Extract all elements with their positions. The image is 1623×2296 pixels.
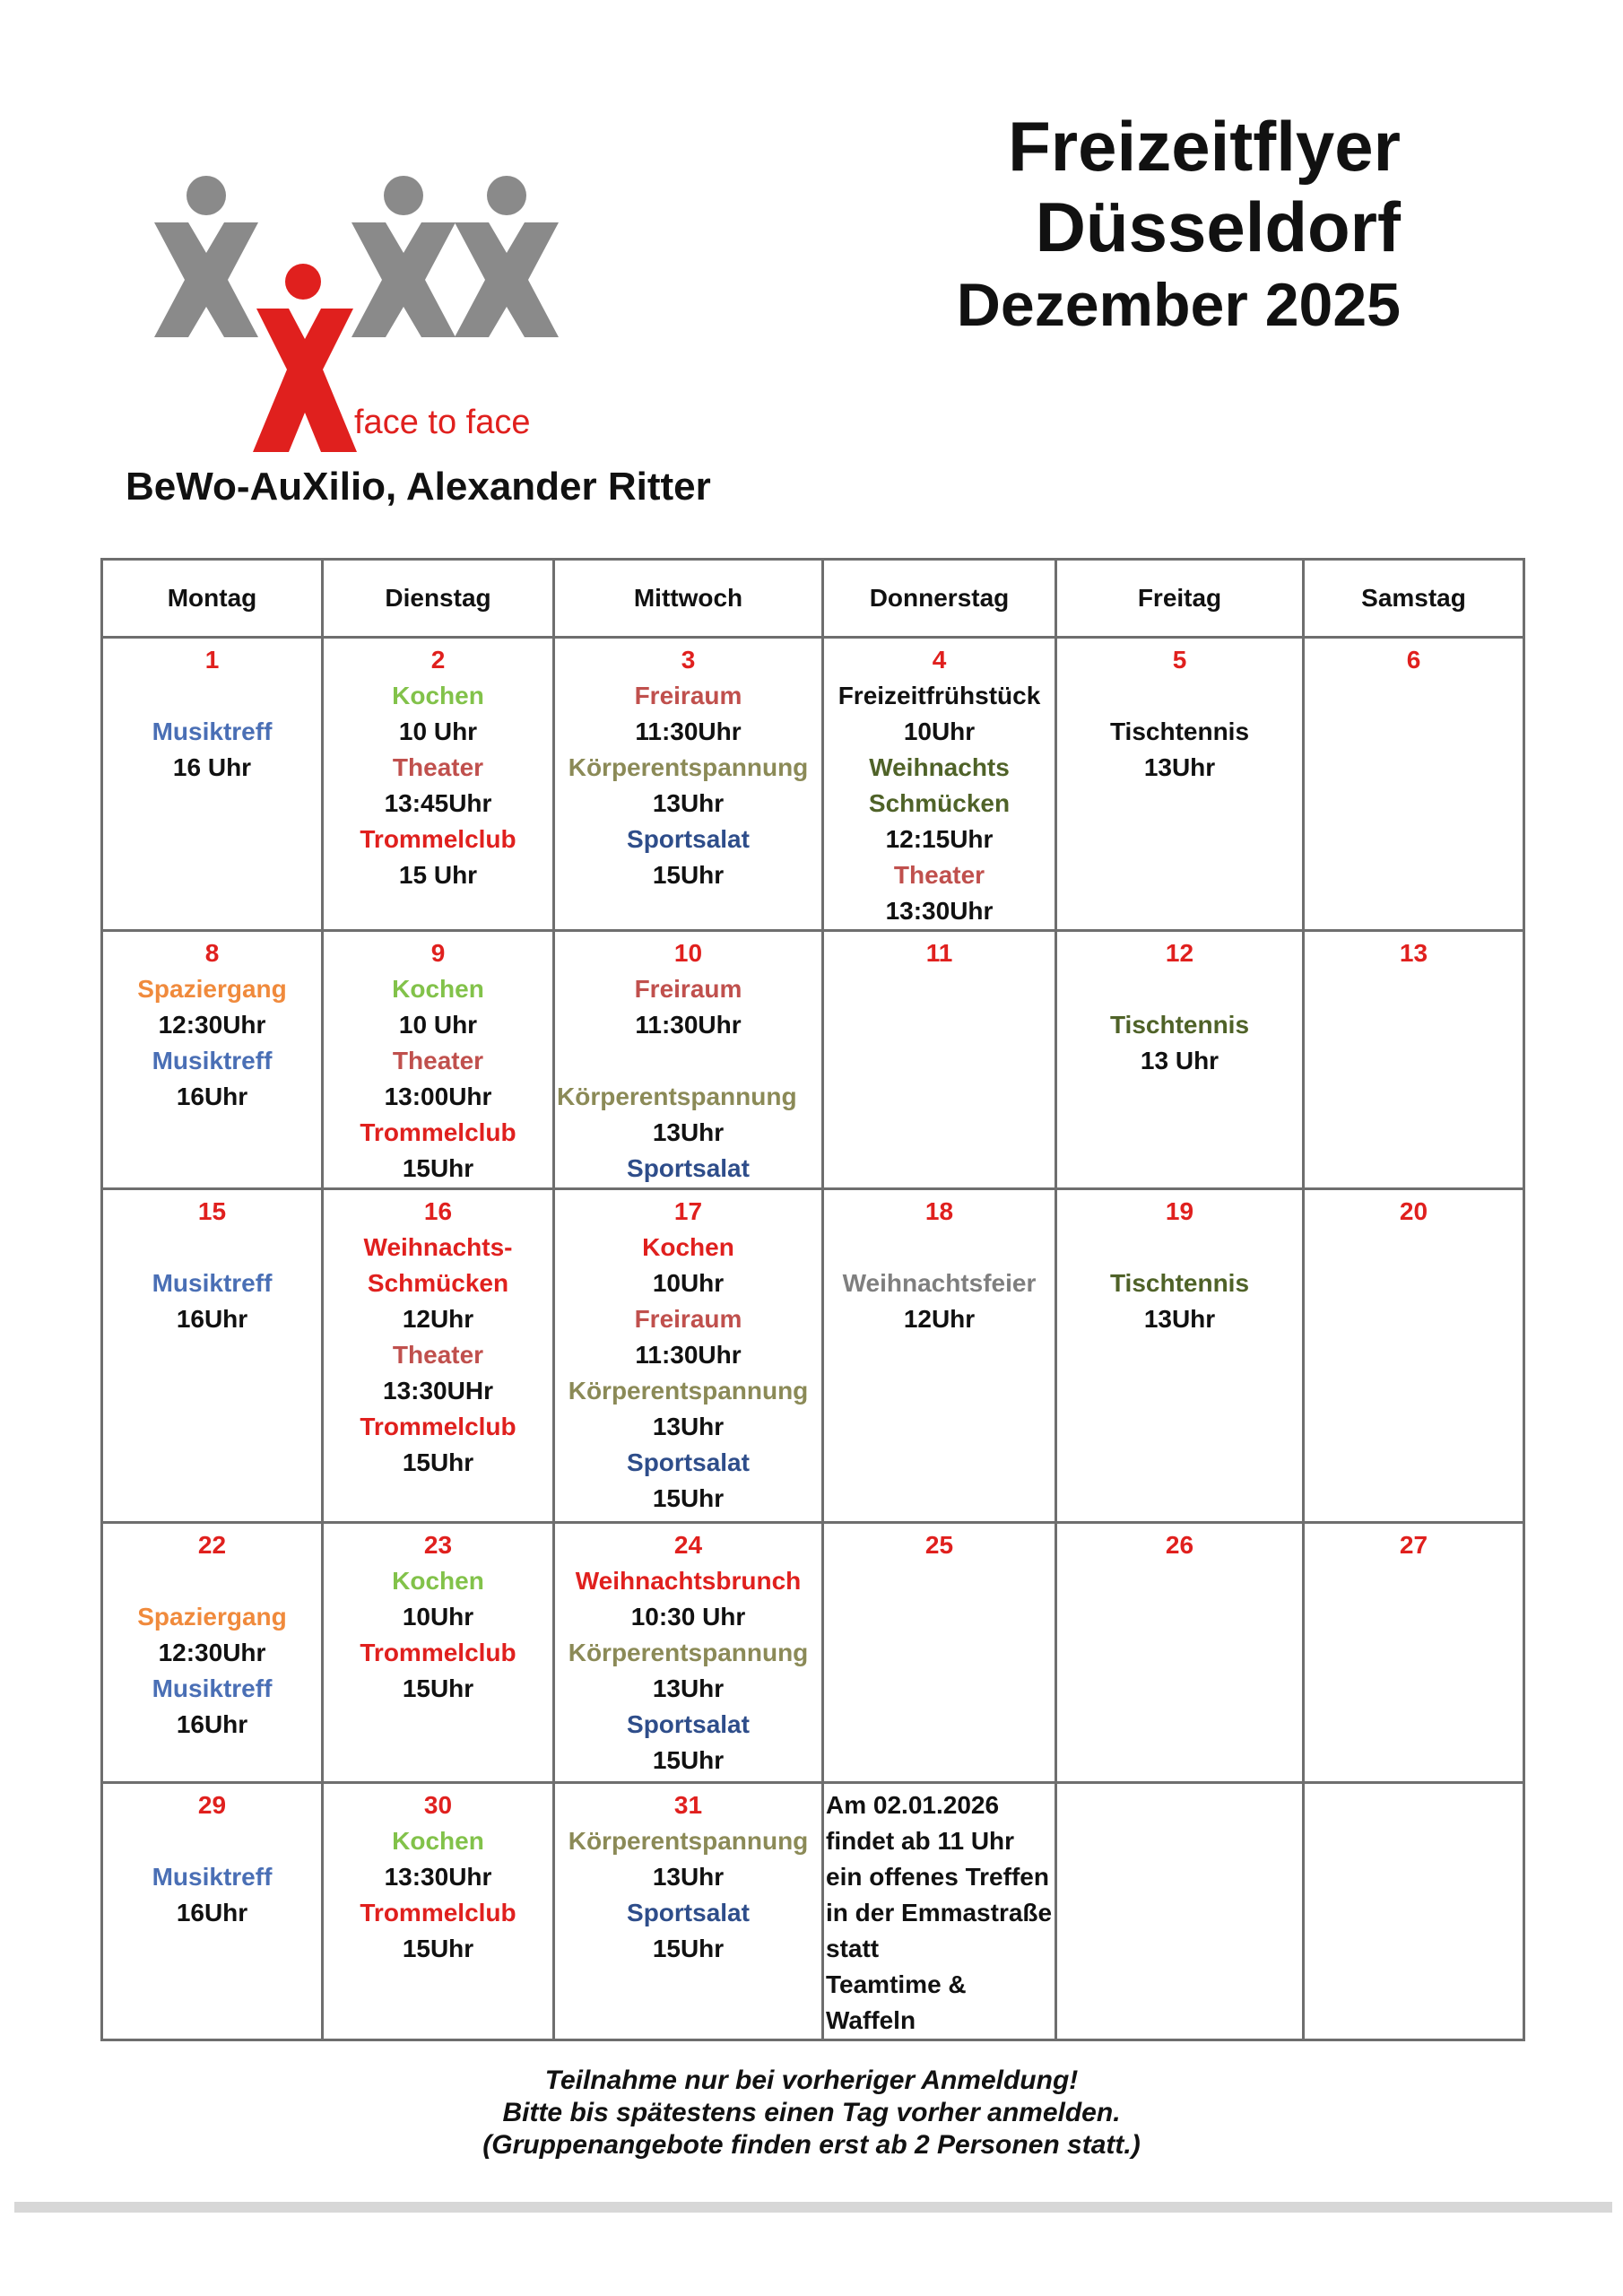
day-cell xyxy=(102,1189,323,1523)
day-number: 17 xyxy=(673,1197,703,1225)
day-number: 27 xyxy=(1399,1531,1428,1559)
week-row xyxy=(102,1523,1524,1783)
event-time: 10Uhr xyxy=(903,718,976,745)
announcement-line: Am 02.01.2026 xyxy=(826,1791,1000,1819)
event-name: Schmücken xyxy=(367,1269,509,1297)
day-number: 30 xyxy=(423,1791,453,1819)
event-name: Musiktreff xyxy=(152,718,273,745)
day-number: 9 xyxy=(430,939,446,967)
event-name: Trommelclub xyxy=(360,1413,516,1440)
day-cell xyxy=(102,1783,323,2040)
day-number: 22 xyxy=(197,1531,227,1559)
day-number: 1 xyxy=(204,646,220,674)
day-number: 12 xyxy=(1165,939,1194,967)
event-name: Trommelclub xyxy=(360,825,516,853)
event-time: 12:30Uhr xyxy=(158,1011,266,1039)
day-cell xyxy=(323,638,554,931)
spacer xyxy=(1059,1230,1300,1265)
weekday-header: Mittwoch xyxy=(554,560,823,638)
day-number: 25 xyxy=(924,1531,954,1559)
spacer xyxy=(826,1230,1053,1265)
event-time: 12Uhr xyxy=(903,1305,976,1333)
event-name: Theater xyxy=(893,861,985,889)
weekday-header-row xyxy=(102,560,1524,638)
event-name: Freizeitfrühstück xyxy=(838,682,1041,709)
event-time: 10 Uhr xyxy=(398,718,478,745)
organization-name: BeWo-AuXilio, Alexander Ritter xyxy=(126,465,711,509)
event-name: Theater xyxy=(392,1341,484,1369)
event-time: 12Uhr xyxy=(402,1305,474,1333)
event-name: Kochen xyxy=(642,1233,734,1261)
footer-line-3: (Gruppenangebote finden erst ab 2 Personen statt.) xyxy=(482,2130,1141,2160)
event-time: 13:00Uhr xyxy=(384,1083,492,1110)
event-name: Freiraum xyxy=(634,1305,742,1333)
event-name: Sportsalat xyxy=(627,1710,750,1738)
spacer xyxy=(557,1043,820,1079)
day-number: 2 xyxy=(430,646,446,674)
event-name: Spaziergang xyxy=(137,975,287,1003)
spacer xyxy=(105,678,319,714)
event-time: 13Uhr xyxy=(652,1118,725,1146)
day-cell xyxy=(1304,1783,1524,2040)
day-number: 24 xyxy=(673,1531,703,1559)
event-name: Theater xyxy=(392,753,484,781)
weekday-header: Donnerstag xyxy=(823,560,1056,638)
weekday-header: Samstag xyxy=(1304,560,1524,638)
announcement-cell xyxy=(823,1783,1056,2040)
event-time: 13Uhr xyxy=(652,1674,725,1702)
day-cell xyxy=(554,931,823,1189)
event-time: 13Uhr xyxy=(652,789,725,817)
logo-tagline: face to face xyxy=(354,404,531,441)
day-cell xyxy=(554,1523,823,1783)
event-name: Trommelclub xyxy=(360,1639,516,1666)
title-line-3: Dezember 2025 xyxy=(956,271,1401,339)
event-time: 13:30Uhr xyxy=(384,1863,492,1891)
week-row xyxy=(102,638,1524,931)
footer-line-1: Teilnahme nur bei vorheriger Anmeldung! xyxy=(544,2066,1079,2095)
event-name: Körperentspannung xyxy=(568,1639,809,1666)
event-name: Körperentspannung xyxy=(557,1083,797,1110)
day-cell xyxy=(1056,1189,1304,1523)
spacer xyxy=(105,1823,319,1859)
event-time: 13:30UHr xyxy=(383,1377,493,1405)
event-time: 10Uhr xyxy=(402,1603,474,1631)
event-time: 15 Uhr xyxy=(398,861,478,889)
day-cell xyxy=(823,1523,1056,1783)
day-cell xyxy=(1056,931,1304,1189)
day-cell xyxy=(1304,638,1524,931)
weekday-header: Montag xyxy=(102,560,323,638)
event-time: 12:30Uhr xyxy=(158,1639,266,1666)
event-name: Theater xyxy=(392,1047,484,1074)
day-cell xyxy=(823,931,1056,1189)
event-name: Trommelclub xyxy=(360,1899,516,1926)
day-number: 4 xyxy=(932,646,947,674)
event-time: 15Uhr xyxy=(402,1674,474,1702)
day-number: 13 xyxy=(1399,939,1428,967)
event-name: Körperentspannung xyxy=(568,753,809,781)
day-number: 23 xyxy=(423,1531,453,1559)
event-time: 11:30Uhr xyxy=(635,718,742,745)
event-time: 15Uhr xyxy=(652,1935,725,1962)
event-name: Tischtennis xyxy=(1109,1011,1250,1039)
event-name: Kochen xyxy=(392,975,484,1003)
calendar-table xyxy=(100,558,1525,2041)
day-cell xyxy=(102,1523,323,1783)
day-number: 15 xyxy=(197,1197,227,1225)
spacer xyxy=(1059,678,1300,714)
week-row xyxy=(102,931,1524,1189)
week-row xyxy=(102,1783,1524,2040)
day-number: 26 xyxy=(1165,1531,1194,1559)
event-time: 10Uhr xyxy=(652,1269,725,1297)
event-name: Freiraum xyxy=(634,975,742,1003)
day-number: 3 xyxy=(681,646,696,674)
day-cell xyxy=(323,1189,554,1523)
day-number: 8 xyxy=(204,939,220,967)
day-number: 20 xyxy=(1399,1197,1428,1225)
event-name: Sportsalat xyxy=(627,1448,750,1476)
event-name: Weihnachts xyxy=(869,753,1010,781)
title-line-2: Düsseldorf xyxy=(1035,187,1401,266)
flyer-title xyxy=(957,106,1401,343)
spacer xyxy=(105,1563,319,1599)
day-cell xyxy=(323,1523,554,1783)
day-cell xyxy=(102,931,323,1189)
day-number: 16 xyxy=(423,1197,453,1225)
day-cell xyxy=(323,931,554,1189)
day-cell xyxy=(1304,1189,1524,1523)
event-time: 13:45Uhr xyxy=(384,789,492,817)
event-name: Weihnachts- xyxy=(363,1233,513,1261)
event-name: Kochen xyxy=(392,682,484,709)
bottom-divider xyxy=(14,2202,1612,2213)
event-time: 16 Uhr xyxy=(172,753,252,781)
weekday-header: Freitag xyxy=(1056,560,1304,638)
announcement-line: ein offenes Treffen xyxy=(826,1863,1049,1891)
day-number: 5 xyxy=(1172,646,1187,674)
event-time: 15Uhr xyxy=(402,1935,474,1962)
event-time: 13Uhr xyxy=(1143,753,1216,781)
event-time: 16Uhr xyxy=(176,1305,248,1333)
event-time: 13:30Uhr xyxy=(885,897,994,925)
event-name: Weihnachtsfeier xyxy=(842,1269,1037,1297)
event-name: Schmücken xyxy=(868,789,1011,817)
announcement-line: in der Emmastraße xyxy=(826,1899,1053,1926)
day-cell xyxy=(823,638,1056,931)
day-cell xyxy=(1056,1783,1304,2040)
event-name: Musiktreff xyxy=(152,1674,273,1702)
spacer xyxy=(105,1230,319,1265)
week-row xyxy=(102,1189,1524,1523)
day-number: 31 xyxy=(673,1791,703,1819)
event-time: 15Uhr xyxy=(652,1484,725,1512)
event-time: 12:15Uhr xyxy=(885,825,994,853)
event-name: Körperentspannung xyxy=(568,1827,809,1855)
day-cell xyxy=(102,638,323,931)
day-cell xyxy=(554,1189,823,1523)
day-cell xyxy=(1056,1523,1304,1783)
day-cell xyxy=(1304,931,1524,1189)
event-time: 11:30Uhr xyxy=(635,1341,742,1369)
event-time: 13 Uhr xyxy=(1140,1047,1219,1074)
event-name: Musiktreff xyxy=(152,1863,273,1891)
event-time: 16Uhr xyxy=(176,1899,248,1926)
event-time: 15Uhr xyxy=(652,1746,725,1774)
event-time: 16Uhr xyxy=(176,1710,248,1738)
event-name: Tischtennis xyxy=(1109,1269,1250,1297)
announcement-line: Teamtime & xyxy=(826,1970,967,1998)
day-cell xyxy=(1056,638,1304,931)
event-time: 10 Uhr xyxy=(398,1011,478,1039)
event-name: Sportsalat xyxy=(627,825,750,853)
announcement-line: statt xyxy=(826,1935,880,1962)
day-number: 19 xyxy=(1165,1197,1194,1225)
event-time: 15Uhr xyxy=(402,1448,474,1476)
event-name: Sportsalat xyxy=(627,1899,750,1926)
title-line-1: Freizeitflyer xyxy=(1008,107,1401,186)
event-name: Freiraum xyxy=(634,682,742,709)
event-name: Trommelclub xyxy=(360,1118,516,1146)
event-name: Musiktreff xyxy=(152,1269,273,1297)
event-time: 13Uhr xyxy=(652,1863,725,1891)
day-number: 11 xyxy=(925,939,953,967)
day-number: 10 xyxy=(673,939,703,967)
event-time: 15Uhr xyxy=(652,861,725,889)
footer-line-2: Bitte bis spätestens einen Tag vorher anmelden. xyxy=(502,2098,1121,2127)
day-number: 6 xyxy=(1406,646,1421,674)
event-name: Kochen xyxy=(392,1567,484,1595)
event-name: Weihnachtsbrunch xyxy=(575,1567,802,1595)
day-cell xyxy=(1304,1523,1524,1783)
event-time: 16Uhr xyxy=(176,1083,248,1110)
footer-notice xyxy=(0,2065,1623,2161)
event-time: 13Uhr xyxy=(1143,1305,1216,1333)
event-name: Spaziergang xyxy=(137,1603,287,1631)
event-name: Musiktreff xyxy=(152,1047,273,1074)
announcement-line: Waffeln xyxy=(826,2006,916,2034)
event-time: 11:30Uhr xyxy=(635,1011,742,1039)
day-cell xyxy=(823,1189,1056,1523)
day-cell xyxy=(554,638,823,931)
event-name: Kochen xyxy=(392,1827,484,1855)
day-number: 29 xyxy=(197,1791,227,1819)
announcement-line: findet ab 11 Uhr xyxy=(826,1827,1015,1855)
event-name: Sportsalat xyxy=(627,1154,750,1182)
event-time: 15Uhr xyxy=(402,1154,474,1182)
event-time: 13Uhr xyxy=(652,1413,725,1440)
spacer xyxy=(1059,971,1300,1007)
day-number: 18 xyxy=(924,1197,954,1225)
event-time: 10:30 Uhr xyxy=(630,1603,746,1631)
day-cell xyxy=(554,1783,823,2040)
event-name: Körperentspannung xyxy=(568,1377,809,1405)
event-name: Tischtennis xyxy=(1109,718,1250,745)
weekday-header: Dienstag xyxy=(323,560,554,638)
day-cell xyxy=(323,1783,554,2040)
